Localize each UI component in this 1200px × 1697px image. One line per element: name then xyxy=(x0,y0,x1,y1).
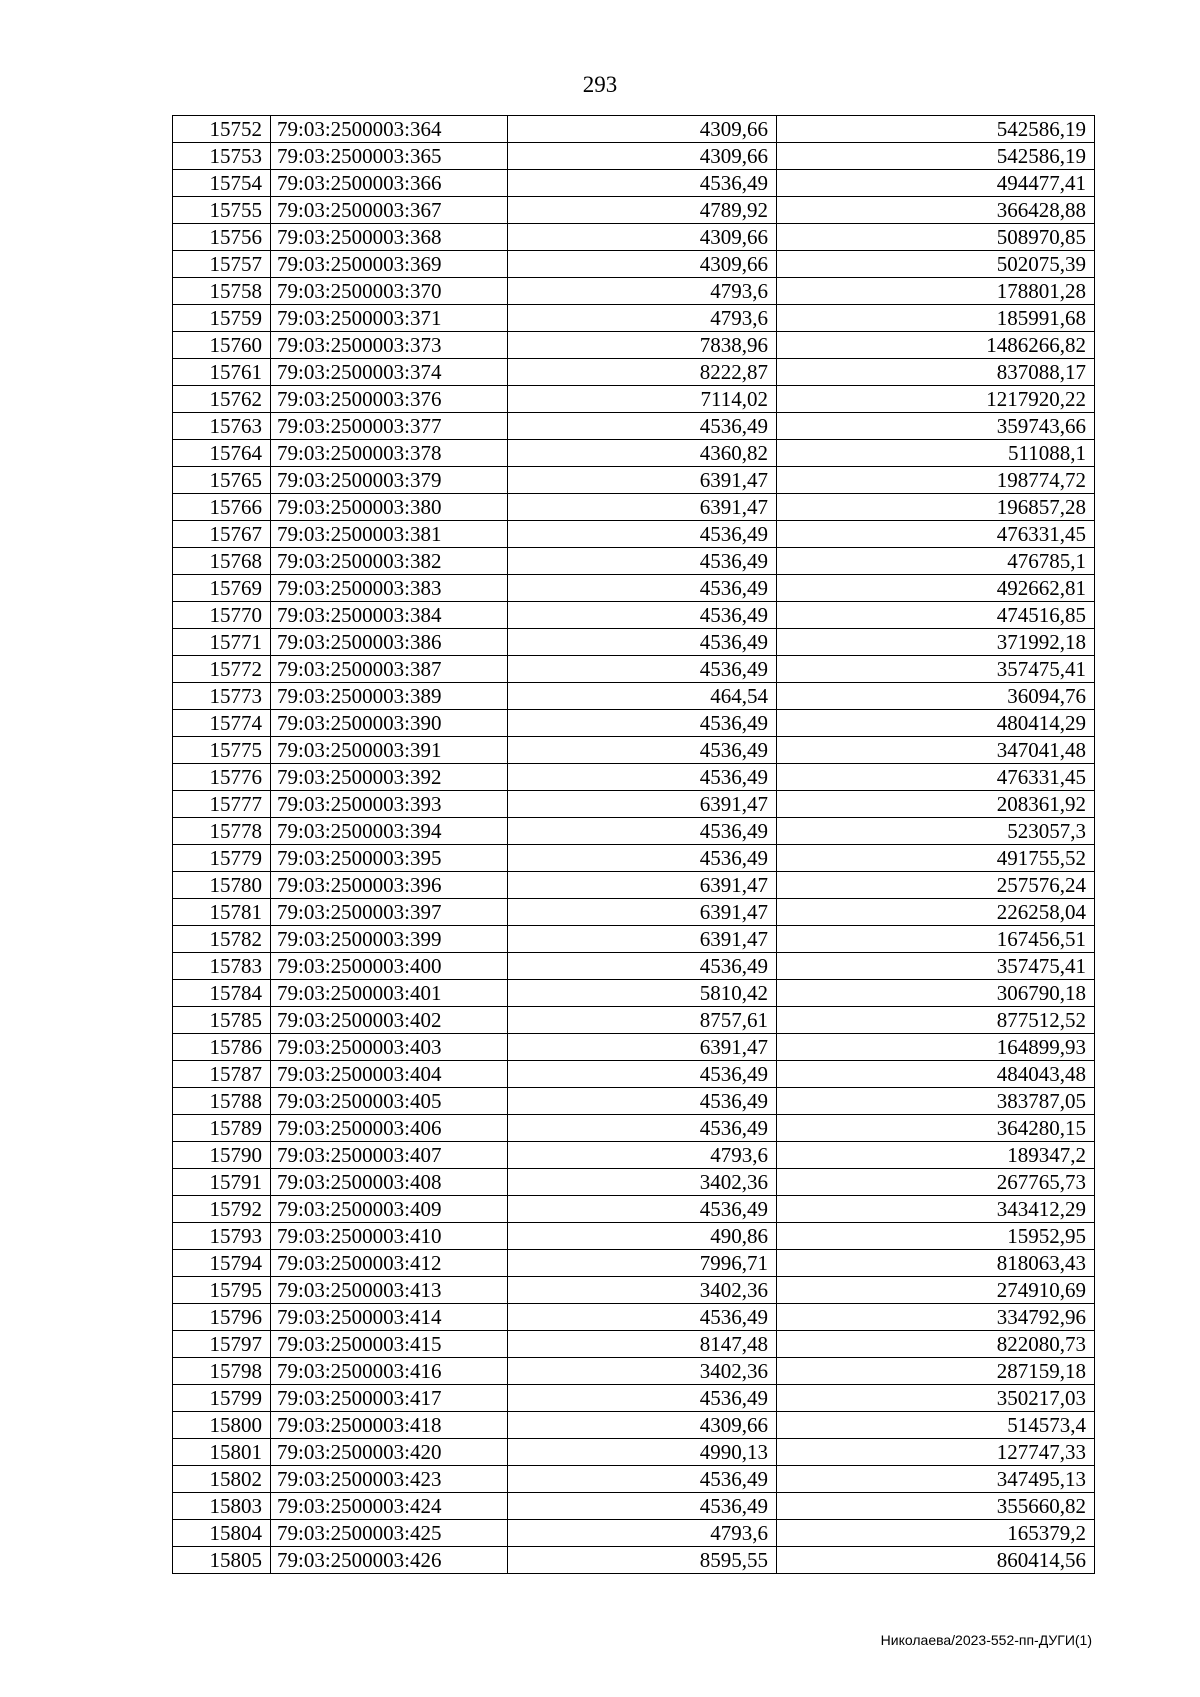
area-cell: 8595,55 xyxy=(508,1547,777,1574)
area-cell: 4309,66 xyxy=(508,116,777,143)
row-number-cell: 15762 xyxy=(173,386,271,413)
table-row xyxy=(173,1358,1095,1385)
row-number-cell: 15764 xyxy=(173,440,271,467)
row-number-cell: 15763 xyxy=(173,413,271,440)
area-cell: 4536,49 xyxy=(508,575,777,602)
area-cell: 4536,49 xyxy=(508,548,777,575)
cadastral-number-cell: 79:03:2500003:407 xyxy=(271,1142,508,1169)
table-row xyxy=(173,899,1095,926)
area-cell: 4789,92 xyxy=(508,197,777,224)
cadastral-number-cell: 79:03:2500003:418 xyxy=(271,1412,508,1439)
row-number-cell: 15784 xyxy=(173,980,271,1007)
value-cell: 334792,96 xyxy=(777,1304,1095,1331)
value-cell: 127747,33 xyxy=(777,1439,1095,1466)
row-number-cell: 15794 xyxy=(173,1250,271,1277)
value-cell: 267765,73 xyxy=(777,1169,1095,1196)
table-row xyxy=(173,953,1095,980)
value-cell: 383787,05 xyxy=(777,1088,1095,1115)
table-row xyxy=(173,1196,1095,1223)
row-number-cell: 15792 xyxy=(173,1196,271,1223)
row-number-cell: 15798 xyxy=(173,1358,271,1385)
cadastral-number-cell: 79:03:2500003:393 xyxy=(271,791,508,818)
cadastral-number-cell: 79:03:2500003:423 xyxy=(271,1466,508,1493)
cadastral-number-cell: 79:03:2500003:390 xyxy=(271,710,508,737)
table-row xyxy=(173,980,1095,1007)
area-cell: 4536,49 xyxy=(508,818,777,845)
area-cell: 4793,6 xyxy=(508,1142,777,1169)
table-row xyxy=(173,548,1095,575)
cadastral-number-cell: 79:03:2500003:409 xyxy=(271,1196,508,1223)
table-row xyxy=(173,170,1095,197)
row-number-cell: 15795 xyxy=(173,1277,271,1304)
row-number-cell: 15768 xyxy=(173,548,271,575)
area-cell: 4793,6 xyxy=(508,1520,777,1547)
area-cell: 4309,66 xyxy=(508,1412,777,1439)
area-cell: 4536,49 xyxy=(508,845,777,872)
value-cell: 189347,2 xyxy=(777,1142,1095,1169)
table-row xyxy=(173,872,1095,899)
row-number-cell: 15754 xyxy=(173,170,271,197)
table-row xyxy=(173,1115,1095,1142)
row-number-cell: 15759 xyxy=(173,305,271,332)
area-cell: 3402,36 xyxy=(508,1358,777,1385)
cadastral-number-cell: 79:03:2500003:405 xyxy=(271,1088,508,1115)
value-cell: 287159,18 xyxy=(777,1358,1095,1385)
area-cell: 5810,42 xyxy=(508,980,777,1007)
cadastral-number-cell: 79:03:2500003:389 xyxy=(271,683,508,710)
row-number-cell: 15770 xyxy=(173,602,271,629)
cadastral-number-cell: 79:03:2500003:415 xyxy=(271,1331,508,1358)
row-number-cell: 15777 xyxy=(173,791,271,818)
table-row xyxy=(173,764,1095,791)
value-cell: 364280,15 xyxy=(777,1115,1095,1142)
row-number-cell: 15760 xyxy=(173,332,271,359)
cadastral-number-cell: 79:03:2500003:374 xyxy=(271,359,508,386)
row-number-cell: 15775 xyxy=(173,737,271,764)
footer-document-reference: Николаева/2023-552-пп-ДУГИ(1) xyxy=(880,1632,1092,1648)
cadastral-number-cell: 79:03:2500003:406 xyxy=(271,1115,508,1142)
table-row xyxy=(173,1439,1095,1466)
table-row xyxy=(173,683,1095,710)
table-row xyxy=(173,116,1095,143)
area-cell: 4536,49 xyxy=(508,1061,777,1088)
row-number-cell: 15778 xyxy=(173,818,271,845)
cadastral-number-cell: 79:03:2500003:420 xyxy=(271,1439,508,1466)
row-number-cell: 15767 xyxy=(173,521,271,548)
table-row xyxy=(173,818,1095,845)
area-cell: 4536,49 xyxy=(508,1493,777,1520)
area-cell: 3402,36 xyxy=(508,1169,777,1196)
cadastral-number-cell: 79:03:2500003:378 xyxy=(271,440,508,467)
cadastral-number-cell: 79:03:2500003:370 xyxy=(271,278,508,305)
area-cell: 4990,13 xyxy=(508,1439,777,1466)
row-number-cell: 15771 xyxy=(173,629,271,656)
area-cell: 6391,47 xyxy=(508,1034,777,1061)
row-number-cell: 15752 xyxy=(173,116,271,143)
row-number-cell: 15799 xyxy=(173,1385,271,1412)
table-row xyxy=(173,1547,1095,1574)
row-number-cell: 15782 xyxy=(173,926,271,953)
cadastral-number-cell: 79:03:2500003:424 xyxy=(271,1493,508,1520)
area-cell: 8222,87 xyxy=(508,359,777,386)
cadastral-number-cell: 79:03:2500003:381 xyxy=(271,521,508,548)
table-row xyxy=(173,521,1095,548)
table-row xyxy=(173,1412,1095,1439)
table-row xyxy=(173,413,1095,440)
row-number-cell: 15753 xyxy=(173,143,271,170)
area-cell: 6391,47 xyxy=(508,791,777,818)
row-number-cell: 15787 xyxy=(173,1061,271,1088)
table-row xyxy=(173,1520,1095,1547)
area-cell: 4536,49 xyxy=(508,1115,777,1142)
value-cell: 514573,4 xyxy=(777,1412,1095,1439)
row-number-cell: 15800 xyxy=(173,1412,271,1439)
cadastral-number-cell: 79:03:2500003:369 xyxy=(271,251,508,278)
row-number-cell: 15772 xyxy=(173,656,271,683)
area-cell: 3402,36 xyxy=(508,1277,777,1304)
table-row xyxy=(173,656,1095,683)
cadastral-number-cell: 79:03:2500003:380 xyxy=(271,494,508,521)
value-cell: 877512,52 xyxy=(777,1007,1095,1034)
table-row xyxy=(173,737,1095,764)
value-cell: 359743,66 xyxy=(777,413,1095,440)
value-cell: 502075,39 xyxy=(777,251,1095,278)
table-row xyxy=(173,1250,1095,1277)
cadastral-number-cell: 79:03:2500003:365 xyxy=(271,143,508,170)
row-number-cell: 15788 xyxy=(173,1088,271,1115)
table-row xyxy=(173,926,1095,953)
cadastral-number-cell: 79:03:2500003:403 xyxy=(271,1034,508,1061)
area-cell: 8757,61 xyxy=(508,1007,777,1034)
area-cell: 6391,47 xyxy=(508,926,777,953)
value-cell: 837088,17 xyxy=(777,359,1095,386)
value-cell: 474516,85 xyxy=(777,602,1095,629)
table-row xyxy=(173,1007,1095,1034)
table-row xyxy=(173,710,1095,737)
value-cell: 511088,1 xyxy=(777,440,1095,467)
area-cell: 4536,49 xyxy=(508,602,777,629)
cadastral-number-cell: 79:03:2500003:377 xyxy=(271,413,508,440)
area-cell: 490,86 xyxy=(508,1223,777,1250)
row-number-cell: 15774 xyxy=(173,710,271,737)
table-row xyxy=(173,1277,1095,1304)
row-number-cell: 15797 xyxy=(173,1331,271,1358)
table-row xyxy=(173,1142,1095,1169)
table-row xyxy=(173,629,1095,656)
table-row xyxy=(173,602,1095,629)
table-row xyxy=(173,224,1095,251)
value-cell: 508970,85 xyxy=(777,224,1095,251)
table-row xyxy=(173,1385,1095,1412)
row-number-cell: 15769 xyxy=(173,575,271,602)
area-cell: 4536,49 xyxy=(508,737,777,764)
area-cell: 4309,66 xyxy=(508,143,777,170)
value-cell: 480414,29 xyxy=(777,710,1095,737)
cadastral-number-cell: 79:03:2500003:399 xyxy=(271,926,508,953)
area-cell: 4536,49 xyxy=(508,413,777,440)
area-cell: 7114,02 xyxy=(508,386,777,413)
value-cell: 476331,45 xyxy=(777,521,1095,548)
value-cell: 491755,52 xyxy=(777,845,1095,872)
table-row xyxy=(173,467,1095,494)
value-cell: 208361,92 xyxy=(777,791,1095,818)
row-number-cell: 15773 xyxy=(173,683,271,710)
cadastral-number-cell: 79:03:2500003:400 xyxy=(271,953,508,980)
row-number-cell: 15801 xyxy=(173,1439,271,1466)
table-row xyxy=(173,1304,1095,1331)
row-number-cell: 15789 xyxy=(173,1115,271,1142)
table-row xyxy=(173,440,1095,467)
value-cell: 492662,81 xyxy=(777,575,1095,602)
value-cell: 196857,28 xyxy=(777,494,1095,521)
value-cell: 357475,41 xyxy=(777,953,1095,980)
value-cell: 15952,95 xyxy=(777,1223,1095,1250)
area-cell: 6391,47 xyxy=(508,467,777,494)
table-row xyxy=(173,1061,1095,1088)
value-cell: 185991,68 xyxy=(777,305,1095,332)
area-cell: 4360,82 xyxy=(508,440,777,467)
cadastral-number-cell: 79:03:2500003:402 xyxy=(271,1007,508,1034)
value-cell: 366428,88 xyxy=(777,197,1095,224)
area-cell: 4536,49 xyxy=(508,656,777,683)
cadastral-number-cell: 79:03:2500003:391 xyxy=(271,737,508,764)
row-number-cell: 15796 xyxy=(173,1304,271,1331)
row-number-cell: 15793 xyxy=(173,1223,271,1250)
table-row xyxy=(173,359,1095,386)
value-cell: 226258,04 xyxy=(777,899,1095,926)
row-number-cell: 15791 xyxy=(173,1169,271,1196)
area-cell: 4536,49 xyxy=(508,1304,777,1331)
row-number-cell: 15755 xyxy=(173,197,271,224)
area-cell: 4536,49 xyxy=(508,629,777,656)
cadastral-number-cell: 79:03:2500003:412 xyxy=(271,1250,508,1277)
row-number-cell: 15781 xyxy=(173,899,271,926)
value-cell: 257576,24 xyxy=(777,872,1095,899)
value-cell: 371992,18 xyxy=(777,629,1095,656)
value-cell: 357475,41 xyxy=(777,656,1095,683)
row-number-cell: 15805 xyxy=(173,1547,271,1574)
cadastral-number-cell: 79:03:2500003:367 xyxy=(271,197,508,224)
cadastral-number-cell: 79:03:2500003:394 xyxy=(271,818,508,845)
area-cell: 6391,47 xyxy=(508,899,777,926)
value-cell: 476785,1 xyxy=(777,548,1095,575)
row-number-cell: 15780 xyxy=(173,872,271,899)
row-number-cell: 15785 xyxy=(173,1007,271,1034)
value-cell: 350217,03 xyxy=(777,1385,1095,1412)
value-cell: 523057,3 xyxy=(777,818,1095,845)
value-cell: 164899,93 xyxy=(777,1034,1095,1061)
cadastral-number-cell: 79:03:2500003:384 xyxy=(271,602,508,629)
table-row xyxy=(173,332,1095,359)
row-number-cell: 15786 xyxy=(173,1034,271,1061)
row-number-cell: 15783 xyxy=(173,953,271,980)
area-cell: 4536,49 xyxy=(508,764,777,791)
row-number-cell: 15802 xyxy=(173,1466,271,1493)
value-cell: 274910,69 xyxy=(777,1277,1095,1304)
cadastral-number-cell: 79:03:2500003:404 xyxy=(271,1061,508,1088)
table-row xyxy=(173,278,1095,305)
value-cell: 542586,19 xyxy=(777,143,1095,170)
table-row xyxy=(173,494,1095,521)
cadastral-table xyxy=(172,115,1095,1574)
table-row xyxy=(173,1169,1095,1196)
cadastral-number-cell: 79:03:2500003:376 xyxy=(271,386,508,413)
cadastral-number-cell: 79:03:2500003:382 xyxy=(271,548,508,575)
value-cell: 343412,29 xyxy=(777,1196,1095,1223)
cadastral-number-cell: 79:03:2500003:414 xyxy=(271,1304,508,1331)
cadastral-number-cell: 79:03:2500003:379 xyxy=(271,467,508,494)
area-cell: 4793,6 xyxy=(508,278,777,305)
area-cell: 8147,48 xyxy=(508,1331,777,1358)
area-cell: 4309,66 xyxy=(508,251,777,278)
table-row xyxy=(173,251,1095,278)
area-cell: 4536,49 xyxy=(508,953,777,980)
table-row xyxy=(173,1331,1095,1358)
cadastral-number-cell: 79:03:2500003:386 xyxy=(271,629,508,656)
value-cell: 476331,45 xyxy=(777,764,1095,791)
cadastral-number-cell: 79:03:2500003:373 xyxy=(271,332,508,359)
table-row xyxy=(173,1088,1095,1115)
area-cell: 6391,47 xyxy=(508,872,777,899)
value-cell: 860414,56 xyxy=(777,1547,1095,1574)
cadastral-number-cell: 79:03:2500003:397 xyxy=(271,899,508,926)
area-cell: 6391,47 xyxy=(508,494,777,521)
area-cell: 464,54 xyxy=(508,683,777,710)
area-cell: 7996,71 xyxy=(508,1250,777,1277)
table-row xyxy=(173,845,1095,872)
cadastral-number-cell: 79:03:2500003:395 xyxy=(271,845,508,872)
value-cell: 494477,41 xyxy=(777,170,1095,197)
cadastral-number-cell: 79:03:2500003:396 xyxy=(271,872,508,899)
row-number-cell: 15761 xyxy=(173,359,271,386)
table-row xyxy=(173,197,1095,224)
cadastral-number-cell: 79:03:2500003:401 xyxy=(271,980,508,1007)
cadastral-number-cell: 79:03:2500003:408 xyxy=(271,1169,508,1196)
row-number-cell: 15803 xyxy=(173,1493,271,1520)
area-cell: 4793,6 xyxy=(508,305,777,332)
value-cell: 1217920,22 xyxy=(777,386,1095,413)
row-number-cell: 15758 xyxy=(173,278,271,305)
table-row xyxy=(173,575,1095,602)
cadastral-number-cell: 79:03:2500003:387 xyxy=(271,656,508,683)
cadastral-number-cell: 79:03:2500003:416 xyxy=(271,1358,508,1385)
cadastral-number-cell: 79:03:2500003:410 xyxy=(271,1223,508,1250)
value-cell: 36094,76 xyxy=(777,683,1095,710)
row-number-cell: 15766 xyxy=(173,494,271,521)
row-number-cell: 15756 xyxy=(173,224,271,251)
value-cell: 1486266,82 xyxy=(777,332,1095,359)
value-cell: 306790,18 xyxy=(777,980,1095,1007)
cadastral-number-cell: 79:03:2500003:426 xyxy=(271,1547,508,1574)
area-cell: 4536,49 xyxy=(508,1385,777,1412)
value-cell: 198774,72 xyxy=(777,467,1095,494)
page-number: 293 xyxy=(582,72,618,97)
cadastral-number-cell: 79:03:2500003:371 xyxy=(271,305,508,332)
value-cell: 822080,73 xyxy=(777,1331,1095,1358)
table-row xyxy=(173,143,1095,170)
cadastral-number-cell: 79:03:2500003:366 xyxy=(271,170,508,197)
cadastral-number-cell: 79:03:2500003:383 xyxy=(271,575,508,602)
cadastral-number-cell: 79:03:2500003:392 xyxy=(271,764,508,791)
area-cell: 4536,49 xyxy=(508,1466,777,1493)
area-cell: 4536,49 xyxy=(508,1088,777,1115)
table-row xyxy=(173,305,1095,332)
value-cell: 347041,48 xyxy=(777,737,1095,764)
row-number-cell: 15765 xyxy=(173,467,271,494)
row-number-cell: 15776 xyxy=(173,764,271,791)
area-cell: 4536,49 xyxy=(508,710,777,737)
value-cell: 355660,82 xyxy=(777,1493,1095,1520)
table-row xyxy=(173,1223,1095,1250)
area-cell: 4309,66 xyxy=(508,224,777,251)
table-row xyxy=(173,791,1095,818)
table-row xyxy=(173,386,1095,413)
row-number-cell: 15757 xyxy=(173,251,271,278)
cadastral-number-cell: 79:03:2500003:413 xyxy=(271,1277,508,1304)
value-cell: 165379,2 xyxy=(777,1520,1095,1547)
row-number-cell: 15779 xyxy=(173,845,271,872)
value-cell: 347495,13 xyxy=(777,1466,1095,1493)
area-cell: 4536,49 xyxy=(508,521,777,548)
value-cell: 167456,51 xyxy=(777,926,1095,953)
table-body xyxy=(173,116,1095,1574)
value-cell: 818063,43 xyxy=(777,1250,1095,1277)
area-cell: 4536,49 xyxy=(508,1196,777,1223)
value-cell: 542586,19 xyxy=(777,116,1095,143)
row-number-cell: 15790 xyxy=(173,1142,271,1169)
value-cell: 484043,48 xyxy=(777,1061,1095,1088)
table-row xyxy=(173,1466,1095,1493)
row-number-cell: 15804 xyxy=(173,1520,271,1547)
value-cell: 178801,28 xyxy=(777,278,1095,305)
area-cell: 7838,96 xyxy=(508,332,777,359)
table-row xyxy=(173,1493,1095,1520)
area-cell: 4536,49 xyxy=(508,170,777,197)
cadastral-number-cell: 79:03:2500003:425 xyxy=(271,1520,508,1547)
table-row xyxy=(173,1034,1095,1061)
cadastral-number-cell: 79:03:2500003:368 xyxy=(271,224,508,251)
cadastral-number-cell: 79:03:2500003:417 xyxy=(271,1385,508,1412)
cadastral-number-cell: 79:03:2500003:364 xyxy=(271,116,508,143)
